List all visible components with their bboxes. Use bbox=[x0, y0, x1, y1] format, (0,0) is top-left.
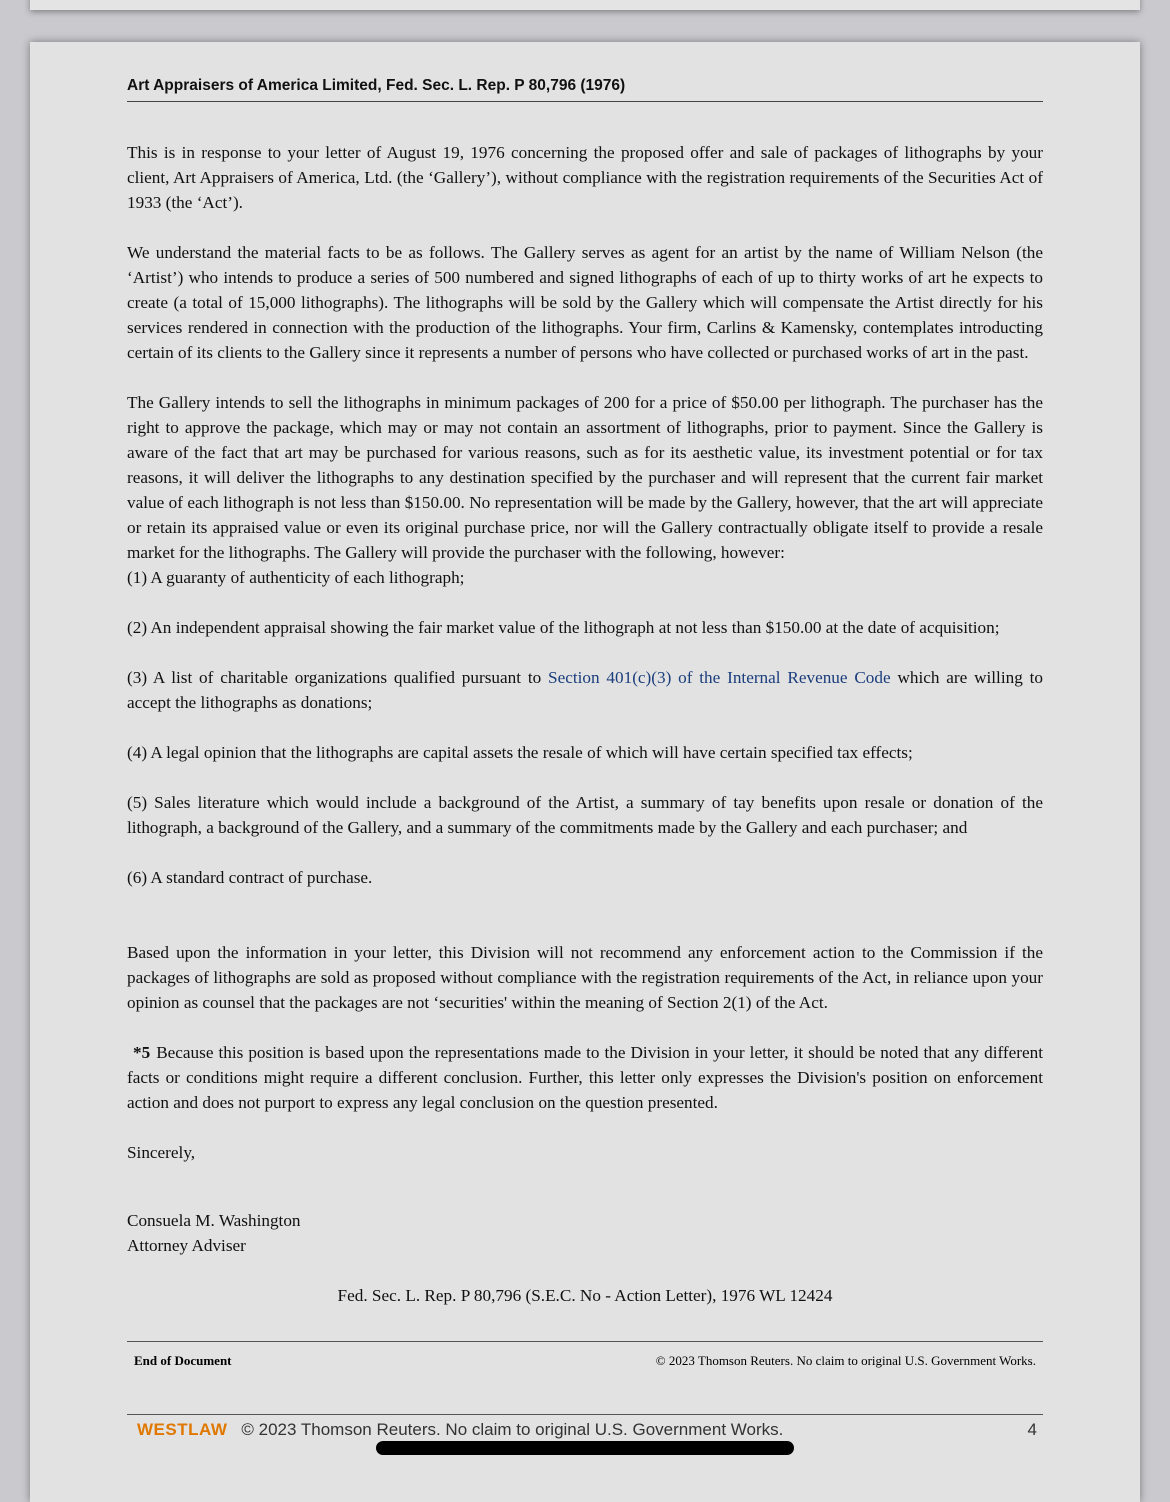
footer-copyright: © 2023 Thomson Reuters. No claim to original U.S. Government Works. bbox=[241, 1420, 784, 1439]
footer-divider bbox=[127, 1414, 1043, 1415]
list-item-4: (4) A legal opinion that the lithographs are capital assets the resale of which will have certain specified tax effects; bbox=[127, 743, 913, 762]
end-of-document-row bbox=[134, 1353, 1036, 1369]
paragraph-conclusion: Based upon the information in your letter, this Division will not recommend any enforcement action to the Commission if the packages of lithographs are sold as proposed without compliance with the registration requirements of the Act, in reliance upon your opinion as counsel that the packages are not ‘securities' within the meaning of Section 2(1) of the Act. bbox=[127, 943, 1043, 1012]
paragraph-caveat: *5 Because this position is based upon the representations made to the Division in your letter, it should be noted that any different facts or conditions might require a different conclusion. Further, this letter only expresses the Division's position on enforcement action and does not purport to express any legal conclusion on the question presented. bbox=[127, 1043, 1043, 1112]
list-item-6: (6) A standard contract of purchase. bbox=[127, 868, 373, 887]
end-copyright: © 2023 Thomson Reuters. No claim to original U.S. Government Works. bbox=[655, 1353, 1036, 1368]
list-item-3: (3) A list of charitable organizations qualified pursuant to Section 401(c)(3) of the Internal Revenue Code which are willing to accept the lithographs as donations; bbox=[127, 668, 1043, 712]
westlaw-logo: WESTLAW bbox=[137, 1420, 228, 1439]
end-of-document-label: End of Document bbox=[134, 1353, 232, 1368]
document-page bbox=[30, 42, 1140, 1502]
closing: Sincerely, bbox=[127, 1143, 196, 1162]
list-item-5: (5) Sales literature which would include a background of the Artist, a summary of tay benefits upon resale or donation of the lithograph, a background of the Gallery, and a summary of the commitments made by the Gallery and each purchaser; and bbox=[127, 793, 1043, 837]
paragraph-intro: This is in response to your letter of August 19, 1976 concerning the proposed offer and sale of packages of lithographs by your client, Art Appraisers of America, Ltd. (the ‘Gallery’), without compliance with the registration requirements of the Securities Act of 1933 (the ‘Act’). bbox=[127, 143, 1043, 212]
document-body bbox=[127, 140, 1043, 1333]
paragraph-facts: We understand the material facts to be as follows. The Gallery serves as agent for an artist by the name of William Nelson (the ‘Artist’) who intends to produce a series of 500 numbered and signed lithographs of each of up to thirty works of art he expects to create (a total of 15,000 lithographs). The lithographs will be sold by the Gallery which will compensate the Artist directly for his services rendered in connection with the production of the lithographs. Your firm, Carlins & Kamensky, contemplates introducting certain of its clients to the Gallery since it represents a number of persons who have collected or purchased works of art in the past. bbox=[127, 243, 1043, 362]
previous-page-edge bbox=[30, 0, 1140, 10]
list-item-2: (2) An independent appraisal showing the fair market value of the lithograph at not less than $150.00 at the date of acquisition; bbox=[127, 618, 1000, 637]
citation: Fed. Sec. L. Rep. P 80,796 (S.E.C. No - Action Letter), 1976 WL 12424 bbox=[337, 1286, 833, 1305]
star-page-marker: *5 bbox=[133, 1043, 151, 1062]
divider bbox=[127, 1341, 1043, 1342]
paragraph-sale-terms: The Gallery intends to sell the lithographs in minimum packages of 200 for a price of $50.00 per lithograph. The purchaser has the right to approve the package, which may or may not contain an assortment of lithographs, prior to payment. Since the Gallery is aware of the fact that art may be purchased for various reasons, such as for its aesthetic value, its investment potential or for tax reasons, it will deliver the lithographs to any destination specified by the purchaser and will represent that the current fair market value of each lithograph is not less than $150.00. No representation will be made by the Gallery, however, that the art will appreciate or retain its appraised value or even its original purchase price, nor will the Gallery contractually obligate itself to provide a resale market for the lithographs. The Gallery will provide the purchaser with the following, however: bbox=[127, 393, 1043, 562]
page-footer bbox=[137, 1420, 1037, 1440]
signer-name: Consuela M. Washington bbox=[127, 1211, 301, 1230]
list-item-1: (1) A guaranty of authenticity of each lithograph; bbox=[127, 568, 465, 587]
page-number: 4 bbox=[1027, 1420, 1037, 1439]
signer-title: Attorney Adviser bbox=[127, 1236, 246, 1255]
home-indicator-bar[interactable] bbox=[376, 1441, 794, 1455]
document-header-title: Art Appraisers of America Limited, Fed. Sec. L. Rep. P 80,796 (1976) bbox=[127, 77, 1043, 102]
irc-section-link[interactable]: Section 401(c)(3) of the Internal Revenue Code bbox=[548, 668, 891, 687]
